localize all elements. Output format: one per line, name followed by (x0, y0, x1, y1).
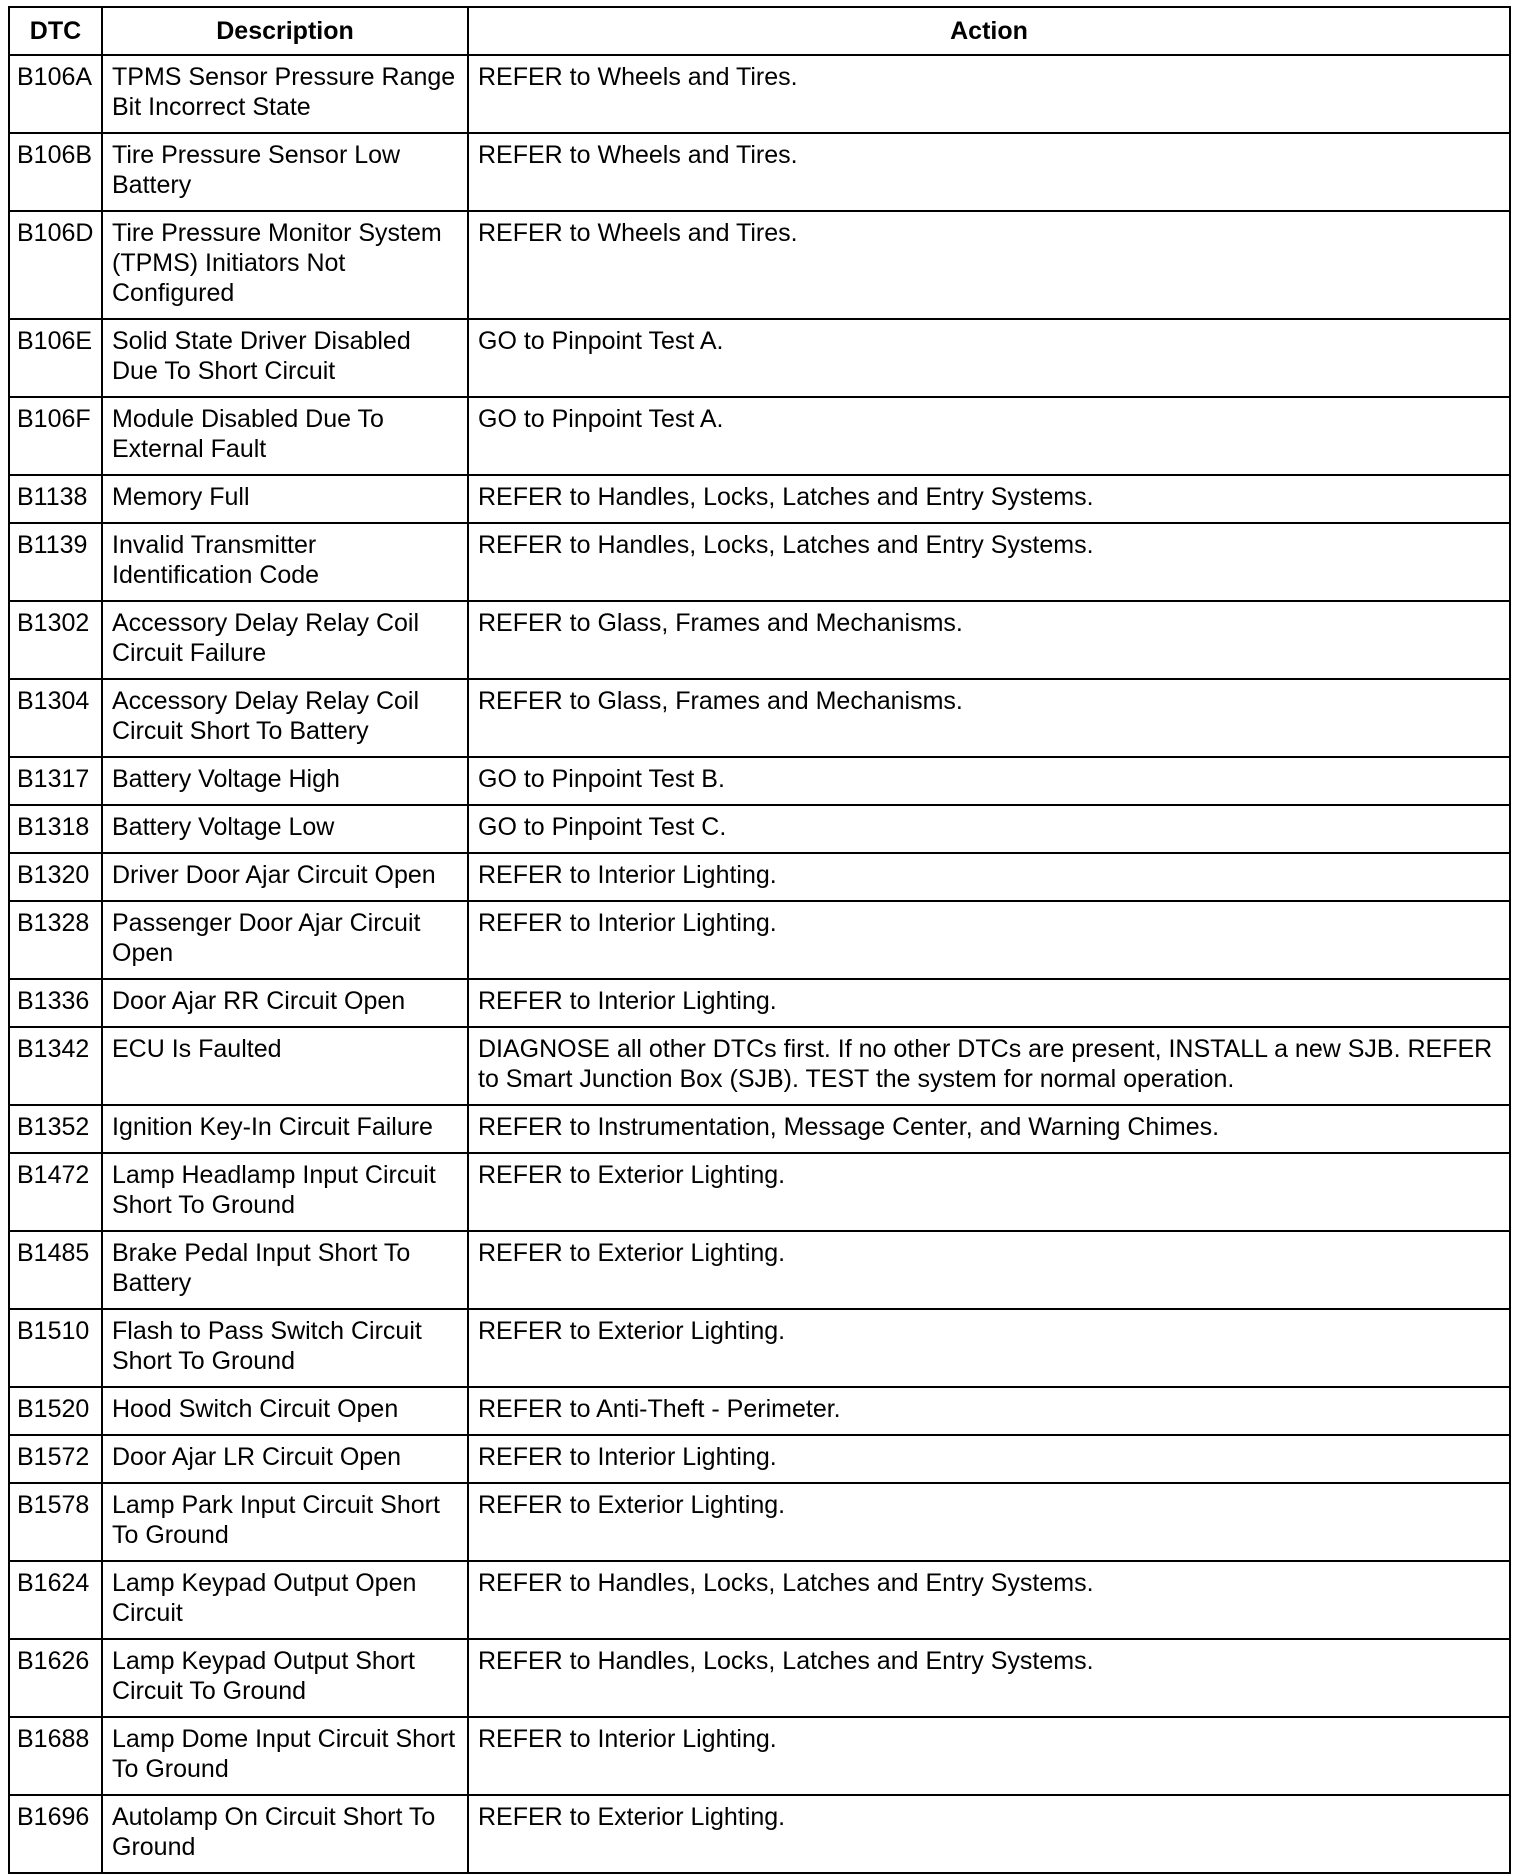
dtc-action: REFER to Handles, Locks, Latches and Entry Systems. (468, 523, 1510, 601)
dtc-action: GO to Pinpoint Test B. (468, 757, 1510, 805)
table-header-row (9, 7, 1510, 55)
table-row (9, 55, 1510, 133)
dtc-description: Lamp Keypad Output Open Circuit (102, 1561, 468, 1639)
dtc-code: B1688 (9, 1717, 102, 1795)
table-row (9, 979, 1510, 1027)
dtc-code: B1342 (9, 1027, 102, 1105)
dtc-action: REFER to Interior Lighting. (468, 1435, 1510, 1483)
dtc-code: B1302 (9, 601, 102, 679)
dtc-code: B1578 (9, 1483, 102, 1561)
dtc-description: ECU Is Faulted (102, 1027, 468, 1105)
dtc-description: Solid State Driver Disabled Due To Short Circuit (102, 319, 468, 397)
table-row (9, 679, 1510, 757)
dtc-code: B106D (9, 211, 102, 319)
header-description: Description (102, 7, 468, 55)
dtc-action: GO to Pinpoint Test A. (468, 397, 1510, 475)
dtc-description: Lamp Keypad Output Short Circuit To Ground (102, 1639, 468, 1717)
table-row (9, 601, 1510, 679)
dtc-code: B1696 (9, 1795, 102, 1873)
dtc-action: REFER to Handles, Locks, Latches and Entry Systems. (468, 1639, 1510, 1717)
dtc-action: REFER to Interior Lighting. (468, 979, 1510, 1027)
table-row (9, 1483, 1510, 1561)
dtc-code: B1318 (9, 805, 102, 853)
table-row (9, 1717, 1510, 1795)
dtc-description: Door Ajar LR Circuit Open (102, 1435, 468, 1483)
dtc-description: Brake Pedal Input Short To Battery (102, 1231, 468, 1309)
table-row (9, 1105, 1510, 1153)
dtc-action: DIAGNOSE all other DTCs first. If no other DTCs are present, INSTALL a new SJB. REFER to Smart Junction Box (SJB). TEST the system for normal operation. (468, 1027, 1510, 1105)
table-row (9, 1561, 1510, 1639)
dtc-code: B1520 (9, 1387, 102, 1435)
dtc-code: B1139 (9, 523, 102, 601)
table-row (9, 1639, 1510, 1717)
dtc-description: Passenger Door Ajar Circuit Open (102, 901, 468, 979)
dtc-action: GO to Pinpoint Test A. (468, 319, 1510, 397)
dtc-description: Invalid Transmitter Identification Code (102, 523, 468, 601)
dtc-description: Hood Switch Circuit Open (102, 1387, 468, 1435)
dtc-action: REFER to Wheels and Tires. (468, 55, 1510, 133)
dtc-action: REFER to Exterior Lighting. (468, 1483, 1510, 1561)
table-row (9, 211, 1510, 319)
table-row (9, 475, 1510, 523)
dtc-code: B1485 (9, 1231, 102, 1309)
dtc-code: B106B (9, 133, 102, 211)
dtc-code: B106E (9, 319, 102, 397)
dtc-action: REFER to Interior Lighting. (468, 853, 1510, 901)
dtc-action: REFER to Handles, Locks, Latches and Entry Systems. (468, 1561, 1510, 1639)
dtc-action: REFER to Anti-Theft - Perimeter. (468, 1387, 1510, 1435)
table-row (9, 1309, 1510, 1387)
table-row (9, 757, 1510, 805)
table-row (9, 523, 1510, 601)
dtc-action: REFER to Interior Lighting. (468, 901, 1510, 979)
dtc-description: Ignition Key-In Circuit Failure (102, 1105, 468, 1153)
table-row (9, 1027, 1510, 1105)
header-dtc: DTC (9, 7, 102, 55)
dtc-action: REFER to Exterior Lighting. (468, 1795, 1510, 1873)
dtc-description: Flash to Pass Switch Circuit Short To Ground (102, 1309, 468, 1387)
dtc-description: Driver Door Ajar Circuit Open (102, 853, 468, 901)
table-row (9, 1153, 1510, 1231)
table-row (9, 853, 1510, 901)
table-row (9, 805, 1510, 853)
dtc-description: Accessory Delay Relay Coil Circuit Short To Battery (102, 679, 468, 757)
dtc-code: B1304 (9, 679, 102, 757)
dtc-description: Autolamp On Circuit Short To Ground (102, 1795, 468, 1873)
table-row (9, 133, 1510, 211)
dtc-action: REFER to Exterior Lighting. (468, 1231, 1510, 1309)
dtc-action: REFER to Glass, Frames and Mechanisms. (468, 601, 1510, 679)
dtc-description: Tire Pressure Sensor Low Battery (102, 133, 468, 211)
dtc-description: Battery Voltage Low (102, 805, 468, 853)
dtc-action: GO to Pinpoint Test C. (468, 805, 1510, 853)
dtc-action: REFER to Interior Lighting. (468, 1717, 1510, 1795)
dtc-code: B1624 (9, 1561, 102, 1639)
table-row (9, 1795, 1510, 1873)
dtc-description: Lamp Headlamp Input Circuit Short To Ground (102, 1153, 468, 1231)
dtc-code: B106A (9, 55, 102, 133)
dtc-code: B1328 (9, 901, 102, 979)
dtc-action: REFER to Exterior Lighting. (468, 1309, 1510, 1387)
dtc-description: Module Disabled Due To External Fault (102, 397, 468, 475)
table-row (9, 1231, 1510, 1309)
dtc-code: B1336 (9, 979, 102, 1027)
dtc-description: Accessory Delay Relay Coil Circuit Failure (102, 601, 468, 679)
dtc-code: B1352 (9, 1105, 102, 1153)
dtc-action: REFER to Instrumentation, Message Center, and Warning Chimes. (468, 1105, 1510, 1153)
dtc-table (8, 6, 1511, 1874)
dtc-action: REFER to Wheels and Tires. (468, 211, 1510, 319)
dtc-code: B1472 (9, 1153, 102, 1231)
dtc-code: B1626 (9, 1639, 102, 1717)
dtc-description: Lamp Dome Input Circuit Short To Ground (102, 1717, 468, 1795)
table-row (9, 319, 1510, 397)
dtc-code: B1572 (9, 1435, 102, 1483)
dtc-description: Door Ajar RR Circuit Open (102, 979, 468, 1027)
dtc-action: REFER to Glass, Frames and Mechanisms. (468, 679, 1510, 757)
dtc-description: Tire Pressure Monitor System (TPMS) Initiators Not Configured (102, 211, 468, 319)
dtc-action: REFER to Exterior Lighting. (468, 1153, 1510, 1231)
dtc-code: B1317 (9, 757, 102, 805)
dtc-description: Battery Voltage High (102, 757, 468, 805)
dtc-description: TPMS Sensor Pressure Range Bit Incorrect State (102, 55, 468, 133)
table-row (9, 1387, 1510, 1435)
dtc-code: B1138 (9, 475, 102, 523)
dtc-action: REFER to Wheels and Tires. (468, 133, 1510, 211)
dtc-action: REFER to Handles, Locks, Latches and Entry Systems. (468, 475, 1510, 523)
table-row (9, 1435, 1510, 1483)
dtc-code: B1320 (9, 853, 102, 901)
dtc-code: B106F (9, 397, 102, 475)
header-action: Action (468, 7, 1510, 55)
dtc-description: Lamp Park Input Circuit Short To Ground (102, 1483, 468, 1561)
table-row (9, 397, 1510, 475)
dtc-code: B1510 (9, 1309, 102, 1387)
table-row (9, 901, 1510, 979)
dtc-description: Memory Full (102, 475, 468, 523)
